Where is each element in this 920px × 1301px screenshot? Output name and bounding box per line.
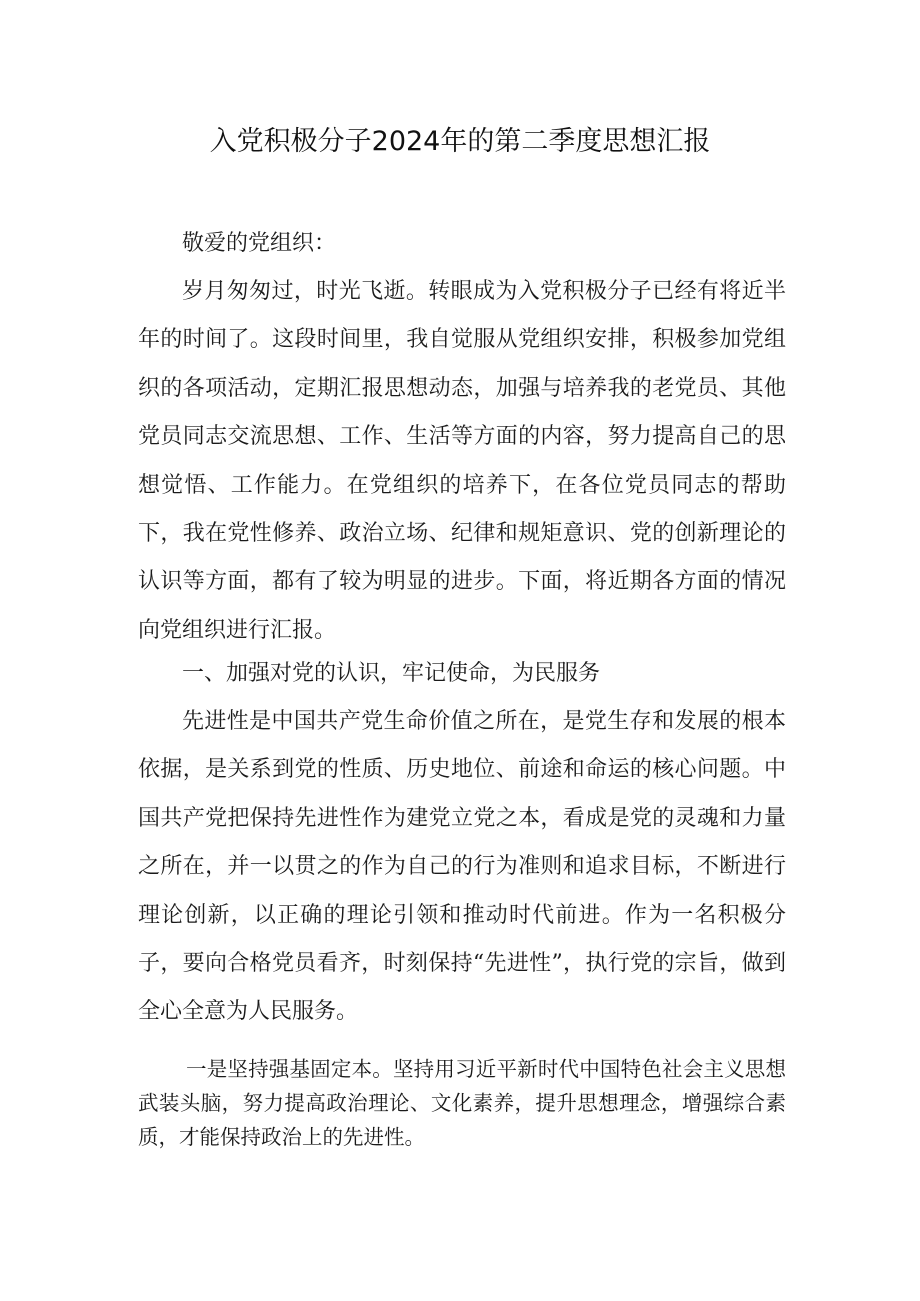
paragraph-advanced-nature: 先进性是中国共产党生命价值之所在，是党生存和发展的根本依据，是关系到党的性质、历史地位、前途和命运的核心问题。中国共产党把保持先进性作为建党立党之本，看成是党的灵魂和力量之所在，并一以贯之的作为自己的行为准则和追求目标，不断进行理论创新，以正确的理论引领和推动时代前进。作为一名积极分子，要向合格党员看齐，时刻保持“先进性”，执行党的宗旨，做到全心全意为人民服务。 (138, 709, 786, 1025)
salutation: 敬爱的党组织： (182, 231, 337, 256)
paragraph-intro: 岁月匆匆过，时光飞逝。转眼成为入党积极分子已经有将近半年的时间了。这段时间里，我自觉服从党组织安排，积极参加党组织的各项活动，定期汇报思想动态，加强与培养我的老党员、其他党员同志交流思想、工作、生活等方面的内容，努力提高自己的思想觉悟、工作能力。在党组织的培养下，在各位党员同志的帮助下，我在党性修养、政治立场、纪律和规矩意识、党的创新理论的认识等方面，都有了较为明显的进步。下面，将近期各方面的情况向党组织进行汇报。 (138, 279, 786, 643)
section-heading-one: 一、加强对党的认识，牢记使命，为民服务 (182, 661, 601, 686)
paragraph-point-one: 一是坚持强基固定本。坚持用习近平新时代中国特色社会主义思想武装头脑，努力提高政治理论、文化素养，提升思想理念，增强综合素质，才能保持政治上的先进性。 (138, 1057, 786, 1149)
document-title: 入党积极分子2024年的第二季度思想汇报 (209, 126, 711, 157)
